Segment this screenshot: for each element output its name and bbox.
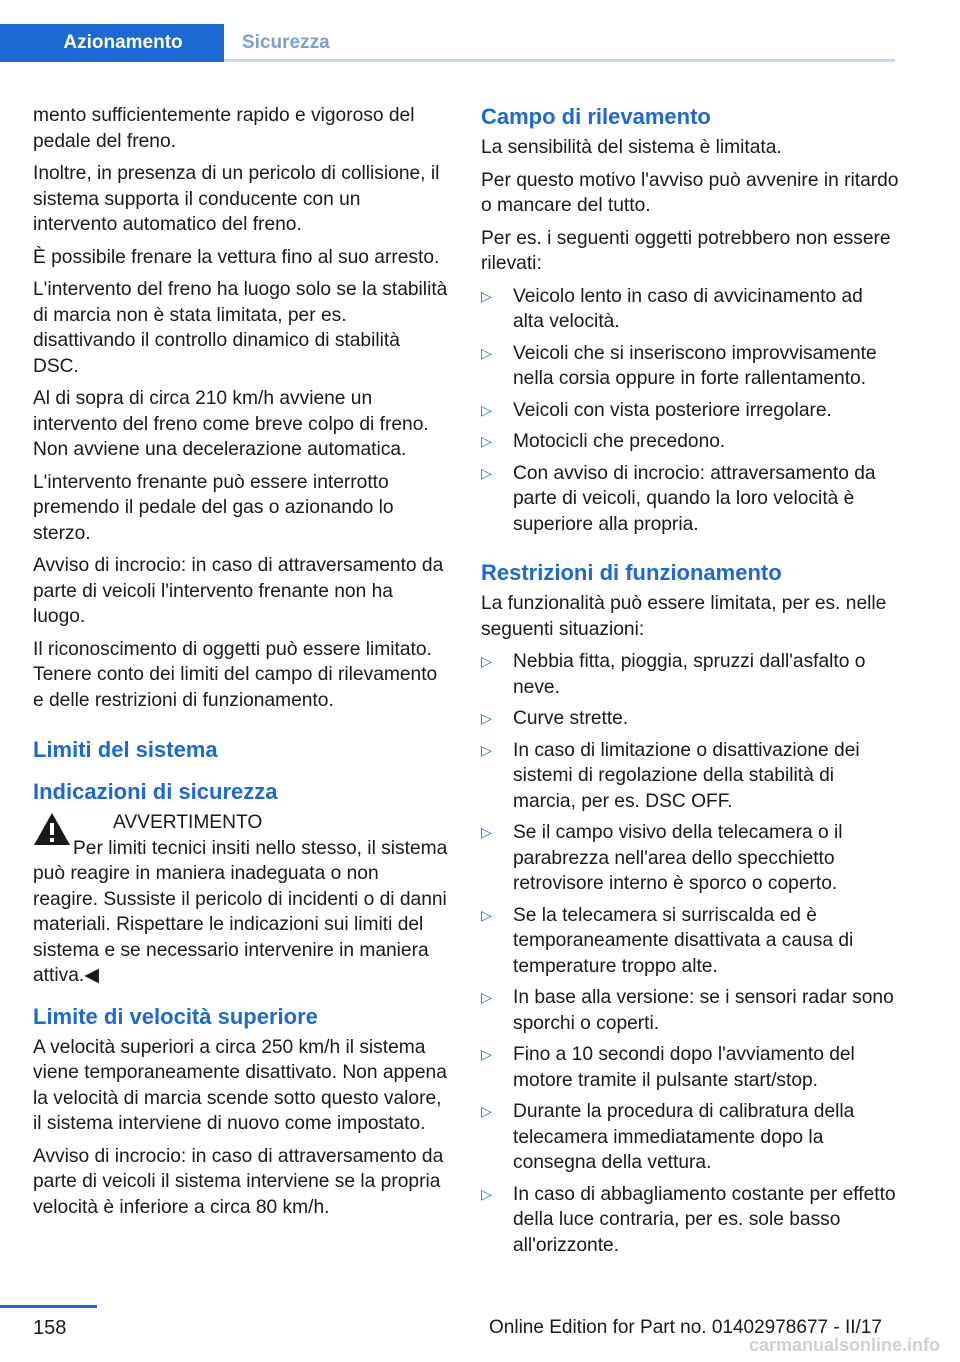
paragraph: La sensibilità del sistema è limitata.: [481, 137, 782, 158]
bullet-arrow-icon: ▷: [481, 710, 492, 726]
bullet-arrow-icon: ▷: [481, 401, 492, 418]
paragraph: Il riconoscimento di oggetti può essere limitato. Tenere conto dei limiti del campo di rilevamento e delle restrizioni di funzionamento.: [33, 638, 438, 711]
list-item: ▷ Fino a 10 secondi dopo l'avviamento del motore tramite il pulsante start/stop.: [481, 1044, 855, 1091]
list-item: ▷ Veicoli con vista posteriore irregolare.: [481, 399, 832, 421]
list-item: ▷ Durante la procedura di calibratura della telecamera immediatamente dopo la consegna della vettura.: [481, 1101, 855, 1173]
subheading-restrictions: Restrizioni di funzionamento: [481, 560, 782, 585]
list-item: ▷ Veicolo lento in caso di avvicinamento ad alta velocità.: [481, 285, 863, 332]
left-column: [33, 103, 448, 1227]
paragraph: L'intervento del freno ha luogo solo se la stabilità di marcia non è stata limitata, per es. disattivando il controllo dinamico di stabilità DSC.: [33, 279, 448, 377]
list-restrictions: [481, 649, 899, 1258]
list-item: ▷ In caso di limitazione o disattivazione dei sistemi di regolazione della stabilità di marcia, per es. DSC OFF.: [481, 739, 860, 812]
paragraph: Avviso di incrocio: in caso di attraversamento da parte di veicoli il sistema interviene se la propria velocità è inferiore a circa 80 km/h.: [33, 1145, 444, 1218]
bullet-arrow-icon: ▷: [481, 464, 492, 481]
tab-underline: [224, 59, 895, 62]
warning-text: Per limiti tecnici insiti nello stesso, il sistema può reagire in maniera inadeguata o non reagire. Sussiste il pericolo di incidenti o di danni materiali. Rispettare le indicazioni sui limiti del sistema e se necessario intervenire in maniera attiva.◀: [33, 837, 448, 986]
bullet-arrow-icon: ▷: [481, 433, 492, 449]
list-item: ▷ Motocicli che precedono.: [481, 431, 726, 452]
list-item: ▷ Veicoli che si inseriscono improvvisamente nella corsia oppure in forte rallentamento.: [481, 342, 877, 389]
bullet-arrow-icon: ▷: [481, 906, 492, 923]
paragraph: Per es. i seguenti oggetti potrebbero non essere rilevati:: [481, 227, 891, 274]
watermark: carmanualsonline.info: [748, 1335, 940, 1355]
paragraph: Al di sopra di circa 210 km/h avviene un intervento del freno come breve colpo di freno. Non avviene una decelerazione automatica.: [33, 388, 429, 460]
bullet-arrow-icon: ▷: [481, 824, 492, 840]
list-item: ▷ In caso di abbagliamento costante per effetto della luce contraria, per es. sole basso all'orizzonte.: [481, 1183, 896, 1256]
header-tabbar: [0, 24, 895, 62]
bullet-arrow-icon: ▷: [481, 989, 492, 1005]
tab-sicurezza[interactable]: Sicurezza: [242, 32, 330, 53]
paragraph: mento sufficientemente rapido e vigoroso del pedale del freno.: [33, 105, 415, 152]
paragraph: A velocità superiori a circa 250 km/h il sistema viene temporaneamente disattivato. Non appena la velocità di marcia scende sotto questo valore, il sistema interviene di nuovo come impostato.: [33, 1036, 447, 1134]
bullet-arrow-icon: ▷: [481, 741, 492, 758]
list-item: ▷ In base alla versione: se i sensori radar sono sporchi o coperti.: [481, 987, 894, 1034]
warning-title: AVVERTIMENTO: [113, 812, 263, 833]
list-item: ▷ Se la telecamera si surriscalda ed è temporaneamente disattivata a causa di temperature troppo alte.: [481, 904, 854, 977]
paragraph: Per questo motivo l'avviso può avvenire in ritardo o mancare del tutto.: [481, 169, 899, 216]
paragraph: L'intervento frenante può essere interrotto premendo il pedale del gas o azionando lo sterzo.: [33, 471, 394, 544]
list-item: ▷ Se il campo visivo della telecamera o il parabrezza nell'area dello specchietto retrovisore interno è sporco o coperto.: [481, 822, 843, 894]
edition-text: Online Edition for Part no. 01402978677 - II/17: [489, 1317, 882, 1338]
bullet-arrow-icon: ▷: [481, 653, 492, 669]
bullet-arrow-icon: ▷: [481, 1046, 492, 1062]
list-item: ▷ Nebbia fitta, pioggia, spruzzi dall'asfalto o neve.: [481, 651, 866, 698]
paragraph: È possibile frenare la vettura fino al suo arresto.: [33, 246, 440, 268]
list-item: ▷ Curve strette.: [481, 708, 629, 729]
right-column: [481, 103, 899, 1264]
section-heading-limits: Limiti del sistema: [33, 737, 218, 762]
subheading-safety: Indicazioni di sicurezza: [33, 779, 278, 804]
bullet-arrow-icon: ▷: [481, 1103, 492, 1119]
subheading-detection-range: Campo di rilevamento: [481, 104, 711, 129]
bullet-arrow-icon: ▷: [481, 1185, 492, 1202]
footer-accent-line: [0, 1305, 97, 1308]
list-undetected-objects: [481, 284, 899, 538]
list-item: ▷ Con avviso di incrocio: attraversamento da parte di veicoli, quando la loro velocità è superiore alla propria.: [481, 462, 876, 535]
page-number: 158: [33, 1317, 67, 1339]
paragraph: Inoltre, in presenza di un pericolo di collisione, il sistema supporta il conducente con un intervento automatico del freno.: [33, 163, 440, 235]
bullet-arrow-icon: ▷: [481, 344, 492, 361]
paragraph: Avviso di incrocio: in caso di attraversamento da parte di veicoli l'intervento frenante non ha luogo.: [33, 555, 444, 627]
bullet-arrow-icon: ▷: [481, 287, 492, 304]
subheading-speed-limit: Limite di velocità superiore: [33, 1003, 318, 1029]
warning-triangle-icon: [33, 812, 71, 846]
warning-box: [33, 810, 448, 989]
paragraph: La funzionalità può essere limitata, per es. nelle seguenti situazioni:: [481, 593, 887, 640]
tab-azionamento[interactable]: Azionamento: [0, 24, 224, 62]
